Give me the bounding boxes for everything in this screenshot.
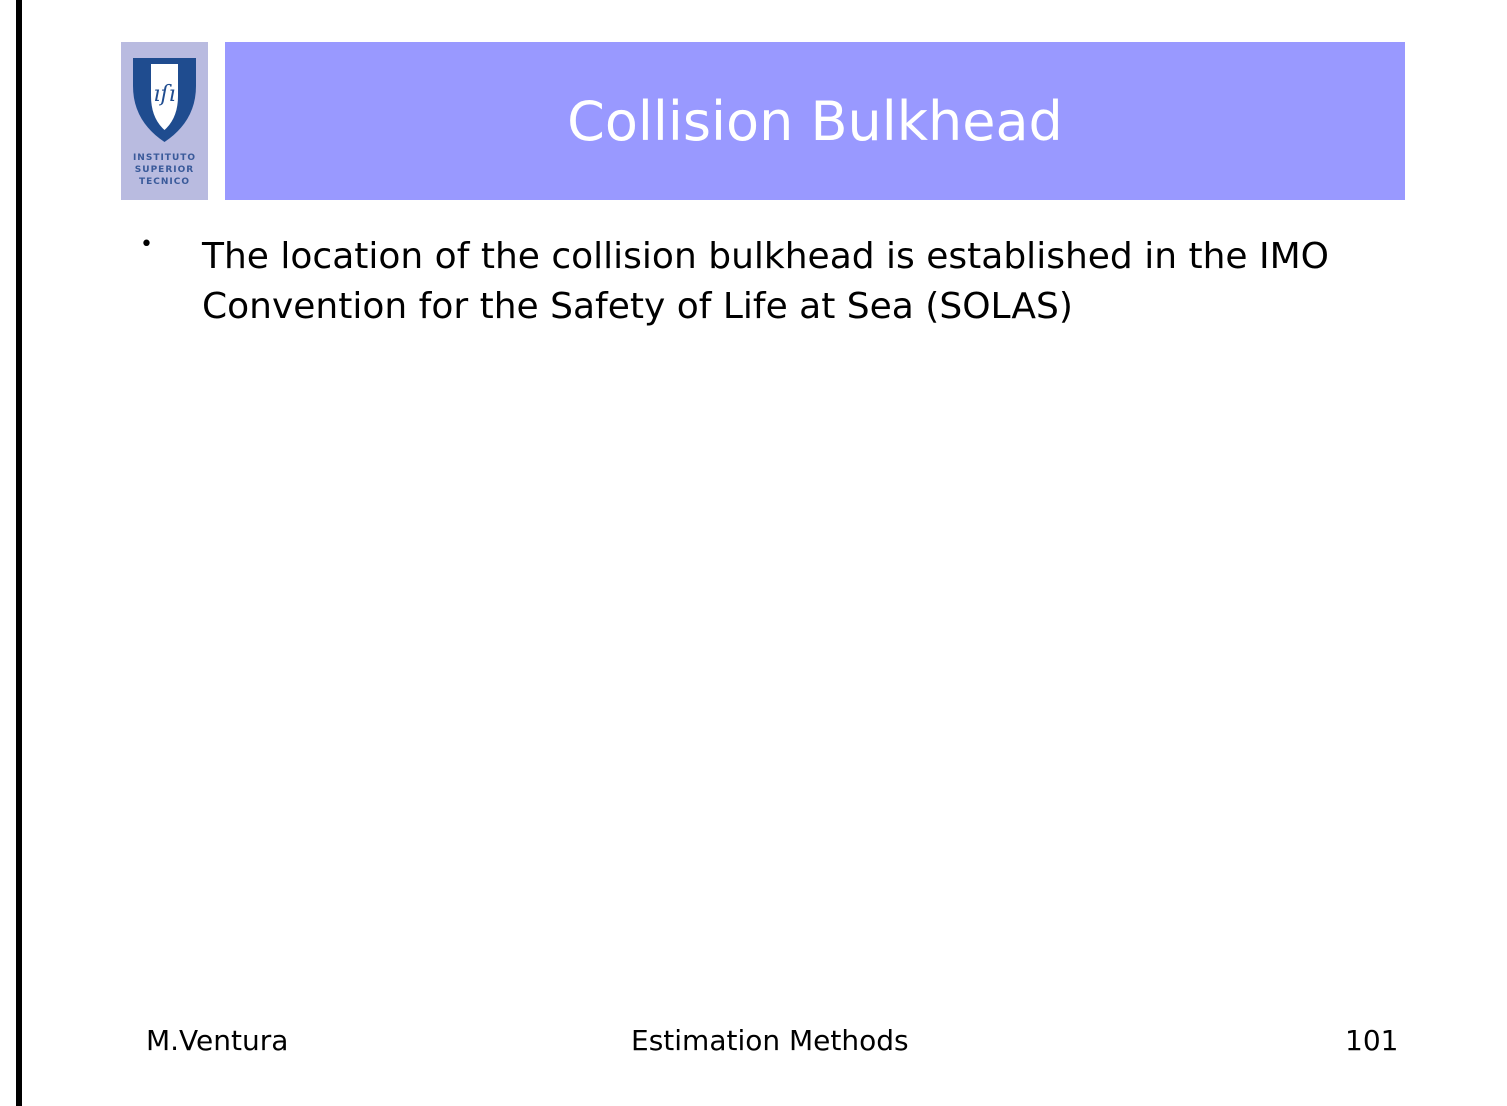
left-edge-bar — [16, 0, 22, 1106]
title-bar — [225, 42, 1405, 200]
bullet-marker: • — [140, 232, 153, 257]
footer-author: M.Ventura — [146, 1024, 289, 1057]
shield-icon — [131, 56, 198, 144]
logo-line-3: TECNICO — [138, 177, 191, 187]
footer-page-number: 101 — [1345, 1024, 1399, 1057]
institution-logo — [121, 42, 208, 200]
bullet-text: The location of the collision bulkhead is established in the IMO Convention for the Safety of Life at Sea (SOLAS) — [202, 236, 1330, 327]
logo-line-1: INSTITUTO — [132, 153, 197, 163]
svg-text:ıſı: ıſı — [153, 82, 176, 107]
footer-course: Estimation Methods — [631, 1024, 909, 1057]
slide-title: Collision Bulkhead — [567, 89, 1063, 153]
logo-line-2: SUPERIOR — [134, 165, 195, 175]
